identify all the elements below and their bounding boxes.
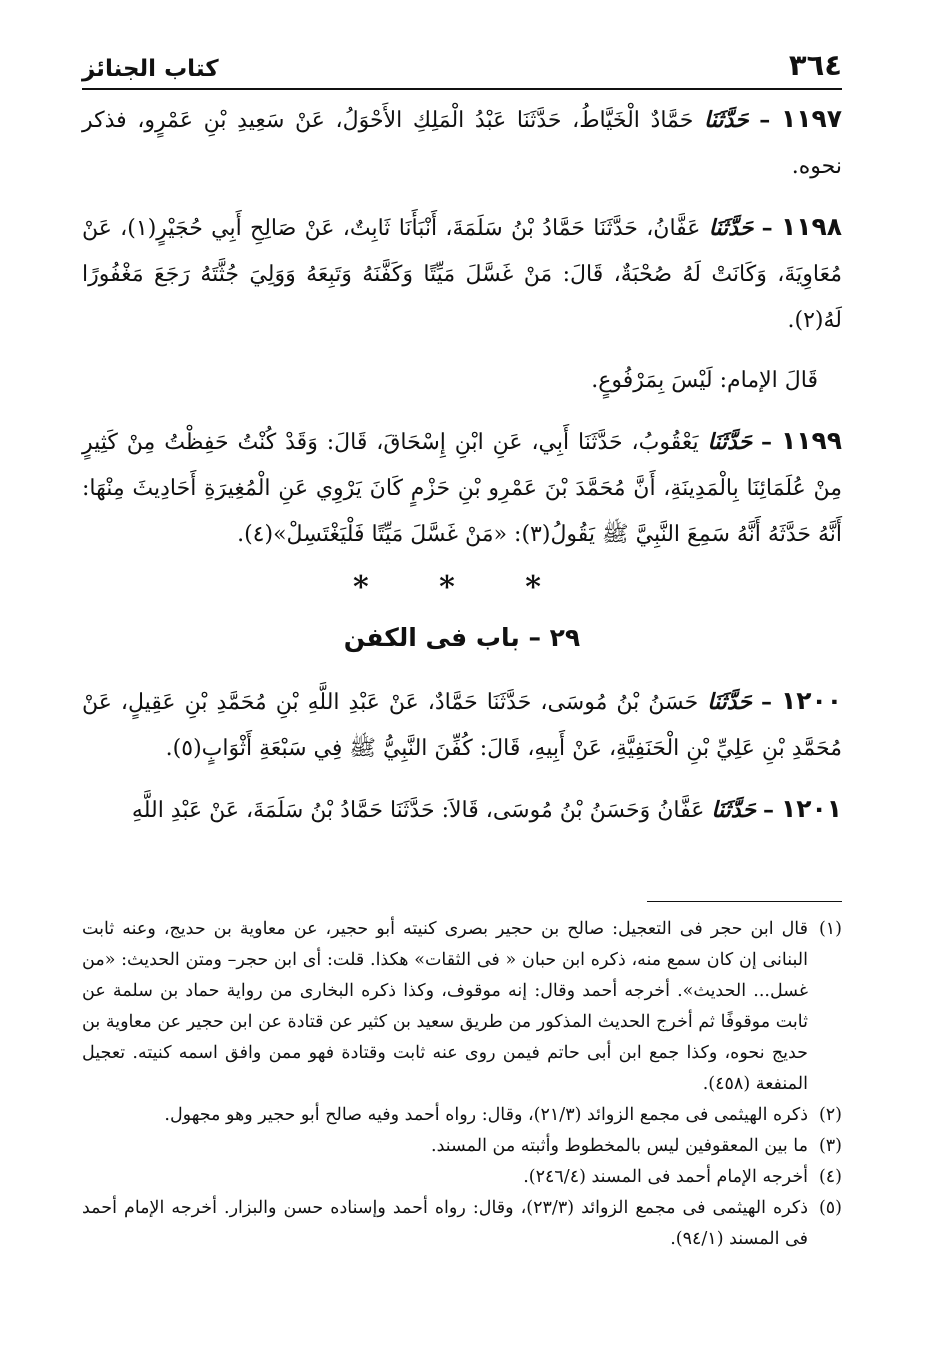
- footnote-number: (٤): [818, 1167, 842, 1187]
- hadith-number: ١١٩٧: [780, 104, 842, 133]
- footnote-1: [82, 914, 842, 1100]
- hadith-text: عَفَّانُ، حَدَّثَنَا حَمَّادُ بْنُ سَلَمَةَ، أَنْبَأَنَا ثَابِتٌ، عَنْ صَالِحِ أَبِي حُجَيْرٍ(١)، عَنْ مُعَاوِيَةَ، وَكَانَتْ لَهُ صُحْبَةٌ، قَالَ: مَنْ غَسَّلَ مَيِّتًا وَكَفَّنَهُ وَتَبِعَهُ وَوَلِيَ جُثَّتَهُ رَجَعَ مَغْفُورًا لَهُ(٢).: [82, 216, 842, 333]
- header-divider: [82, 88, 842, 90]
- footnote-text: ما بين المعقوفين ليس بالمخطوط وأثبته من المسند.: [431, 1136, 808, 1156]
- footnote-text: أخرجه الإمام أحمد فى المسند (٢٤٦/٤).: [523, 1167, 808, 1187]
- footnote-2: [82, 1100, 842, 1131]
- hadith-number: ١١٩٩: [780, 426, 842, 455]
- hadith-dash: –: [761, 215, 773, 241]
- book-page: [82, 0, 842, 1365]
- chapter-title: ٢٩ – باب فى الكفن: [343, 623, 581, 652]
- hadith-dash: –: [759, 107, 771, 133]
- hadith-number: ١٢٠٠: [780, 686, 843, 715]
- footnote-number: (٥): [818, 1198, 842, 1218]
- page-header: [82, 44, 842, 82]
- hadith-dash: –: [761, 429, 773, 455]
- footnote-number: (١): [818, 919, 842, 939]
- hadith-text: عَفَّانُ وَحَسَنُ بْنُ مُوسَى، قَالاَ: حَدَّثَنَا حَمَّادُ بْنُ سَلَمَةَ، عَنْ عَبْدِ اللَّهِ: [131, 798, 705, 823]
- hadith-1197: [82, 96, 842, 190]
- hadith-1200: [82, 678, 842, 772]
- footnote-text: قال ابن حجر فى التعجيل: صالح بن حجير بصرى كنيته أبو حجير، عن معاوية بن حديج، وعنه ثابت البنانى إن كان سمع منه، ذكره ابن حبان « فى الثقات» هكذا. قلت: أى ابن حجر– ومتن الحديث: «من غسل... الحديث». أخرجه أحمد وقال: إنه موقوف، وكذا ذكره البخارى من رواية حماد بن سلمة عن ثابت موقوفًا ثم أخرج الحديث المذكور من طريق سعيد بن كثير عن قتادة عن ابن حجير عن معاوية بن حديج نحوه، وكذا جمع ابن أبى حاتم فيمن روى عنه ثابت وقتادة فهو ممن وافق اسمه كنيته. تعجيل المنفعة (٤٥٨).: [82, 919, 808, 1094]
- footnotes: [82, 914, 842, 1255]
- hadith-1201: [82, 786, 842, 834]
- hadith-number: ١٢٠١: [780, 794, 842, 823]
- footnote-number: (٣): [818, 1136, 842, 1156]
- hadith-dash: –: [762, 797, 774, 823]
- footnote-text: ذكره الهيثمى فى مجمع الزوائد (٢١/٣)، وقال: رواه أحمد وفيه صالح أبو حجير وهو مجهول.: [164, 1105, 808, 1125]
- hadith-number: ١١٩٨: [780, 212, 842, 241]
- section-separator: * * *: [353, 570, 571, 605]
- footnote-number: (٢): [818, 1105, 842, 1125]
- footnote-5: [82, 1193, 842, 1255]
- hadith-dash: –: [760, 689, 772, 715]
- haddathana-word: حَدَّثَنَا: [704, 107, 749, 133]
- haddathana-word: حَدَّثَنَا: [711, 797, 756, 823]
- main-text: [82, 96, 842, 848]
- footnote-text: ذكره الهيثمى فى مجمع الزوائد (٢٣/٣)، وقال: رواه أحمد وإسناده حسن والبزار. أخرجه الإمام أحمد فى المسند (٩٤/١).: [82, 1198, 808, 1249]
- hadith-1199: [82, 418, 842, 558]
- hadith-text: يَعْقُوبُ، حَدَّثَنَا أَبِي، عَنِ ابْنِ إِسْحَاقَ، قَالَ: وَقَدْ كُنْتُ حَفِظْتُ مِنْ كَثِيرٍ مِنْ عُلَمَائِنَا بِالْمَدِينَةِ، أَنَّ مُحَمَّدَ بْنَ عَمْرِو بْنِ حَزْمٍ كَانَ يَرْوِي عَنِ الْمُغِيرَةِ أَحَادِيثَ مِنْهَا: أَنَّهُ حَدَّثَهُ أَنَّهُ سَمِعَ النَّبِيَّ ﷺ يَقُولُ(٣): «مَنْ غَسَّلَ مَيِّتًا فَلْيَغْتَسِلْ»(٤).: [82, 430, 842, 547]
- footnote-3: [82, 1131, 842, 1162]
- running-title: كتاب الجنائز: [82, 56, 219, 82]
- hadith-text: حَمَّادٌ الْخَيَّاطُ، حَدَّثَنَا عَبْدُ الْمَلِكِ الأَحْوَلُ، عَنْ سَعِيدِ بْنِ عَمْرٍو، فذكر نحوه.: [82, 108, 842, 179]
- haddathana-word: حَدَّثَنَا: [707, 689, 752, 715]
- haddathana-word: حَدَّثَنَا: [707, 429, 753, 455]
- haddathana-word: حَدَّثَنَا: [708, 215, 754, 241]
- page-number: ٣٦٤: [788, 48, 842, 82]
- hadith-1198: [82, 204, 842, 344]
- hadith-text: حَسَنُ بْنُ مُوسَى، حَدَّثَنَا حَمَّادٌ، عَنْ عَبْدِ اللَّهِ بْنِ مُحَمَّدِ بْنِ عَقِيلٍ، عَنْ مُحَمَّدِ بْنِ عَلِيِّ بْنِ الْحَنَفِيَّةِ، عَنْ أَبِيهِ، قَالَ: كُفِّنَ النَّبِيُّ ﷺ فِي سَبْعَةِ أَثْوَابٍ(٥).: [82, 690, 842, 761]
- footnote-4: [82, 1162, 842, 1193]
- imam-remark: قَالَ الإمام: لَيْسَ بِمَرْفُوعٍ.: [591, 368, 818, 393]
- footnote-divider: [647, 901, 842, 902]
